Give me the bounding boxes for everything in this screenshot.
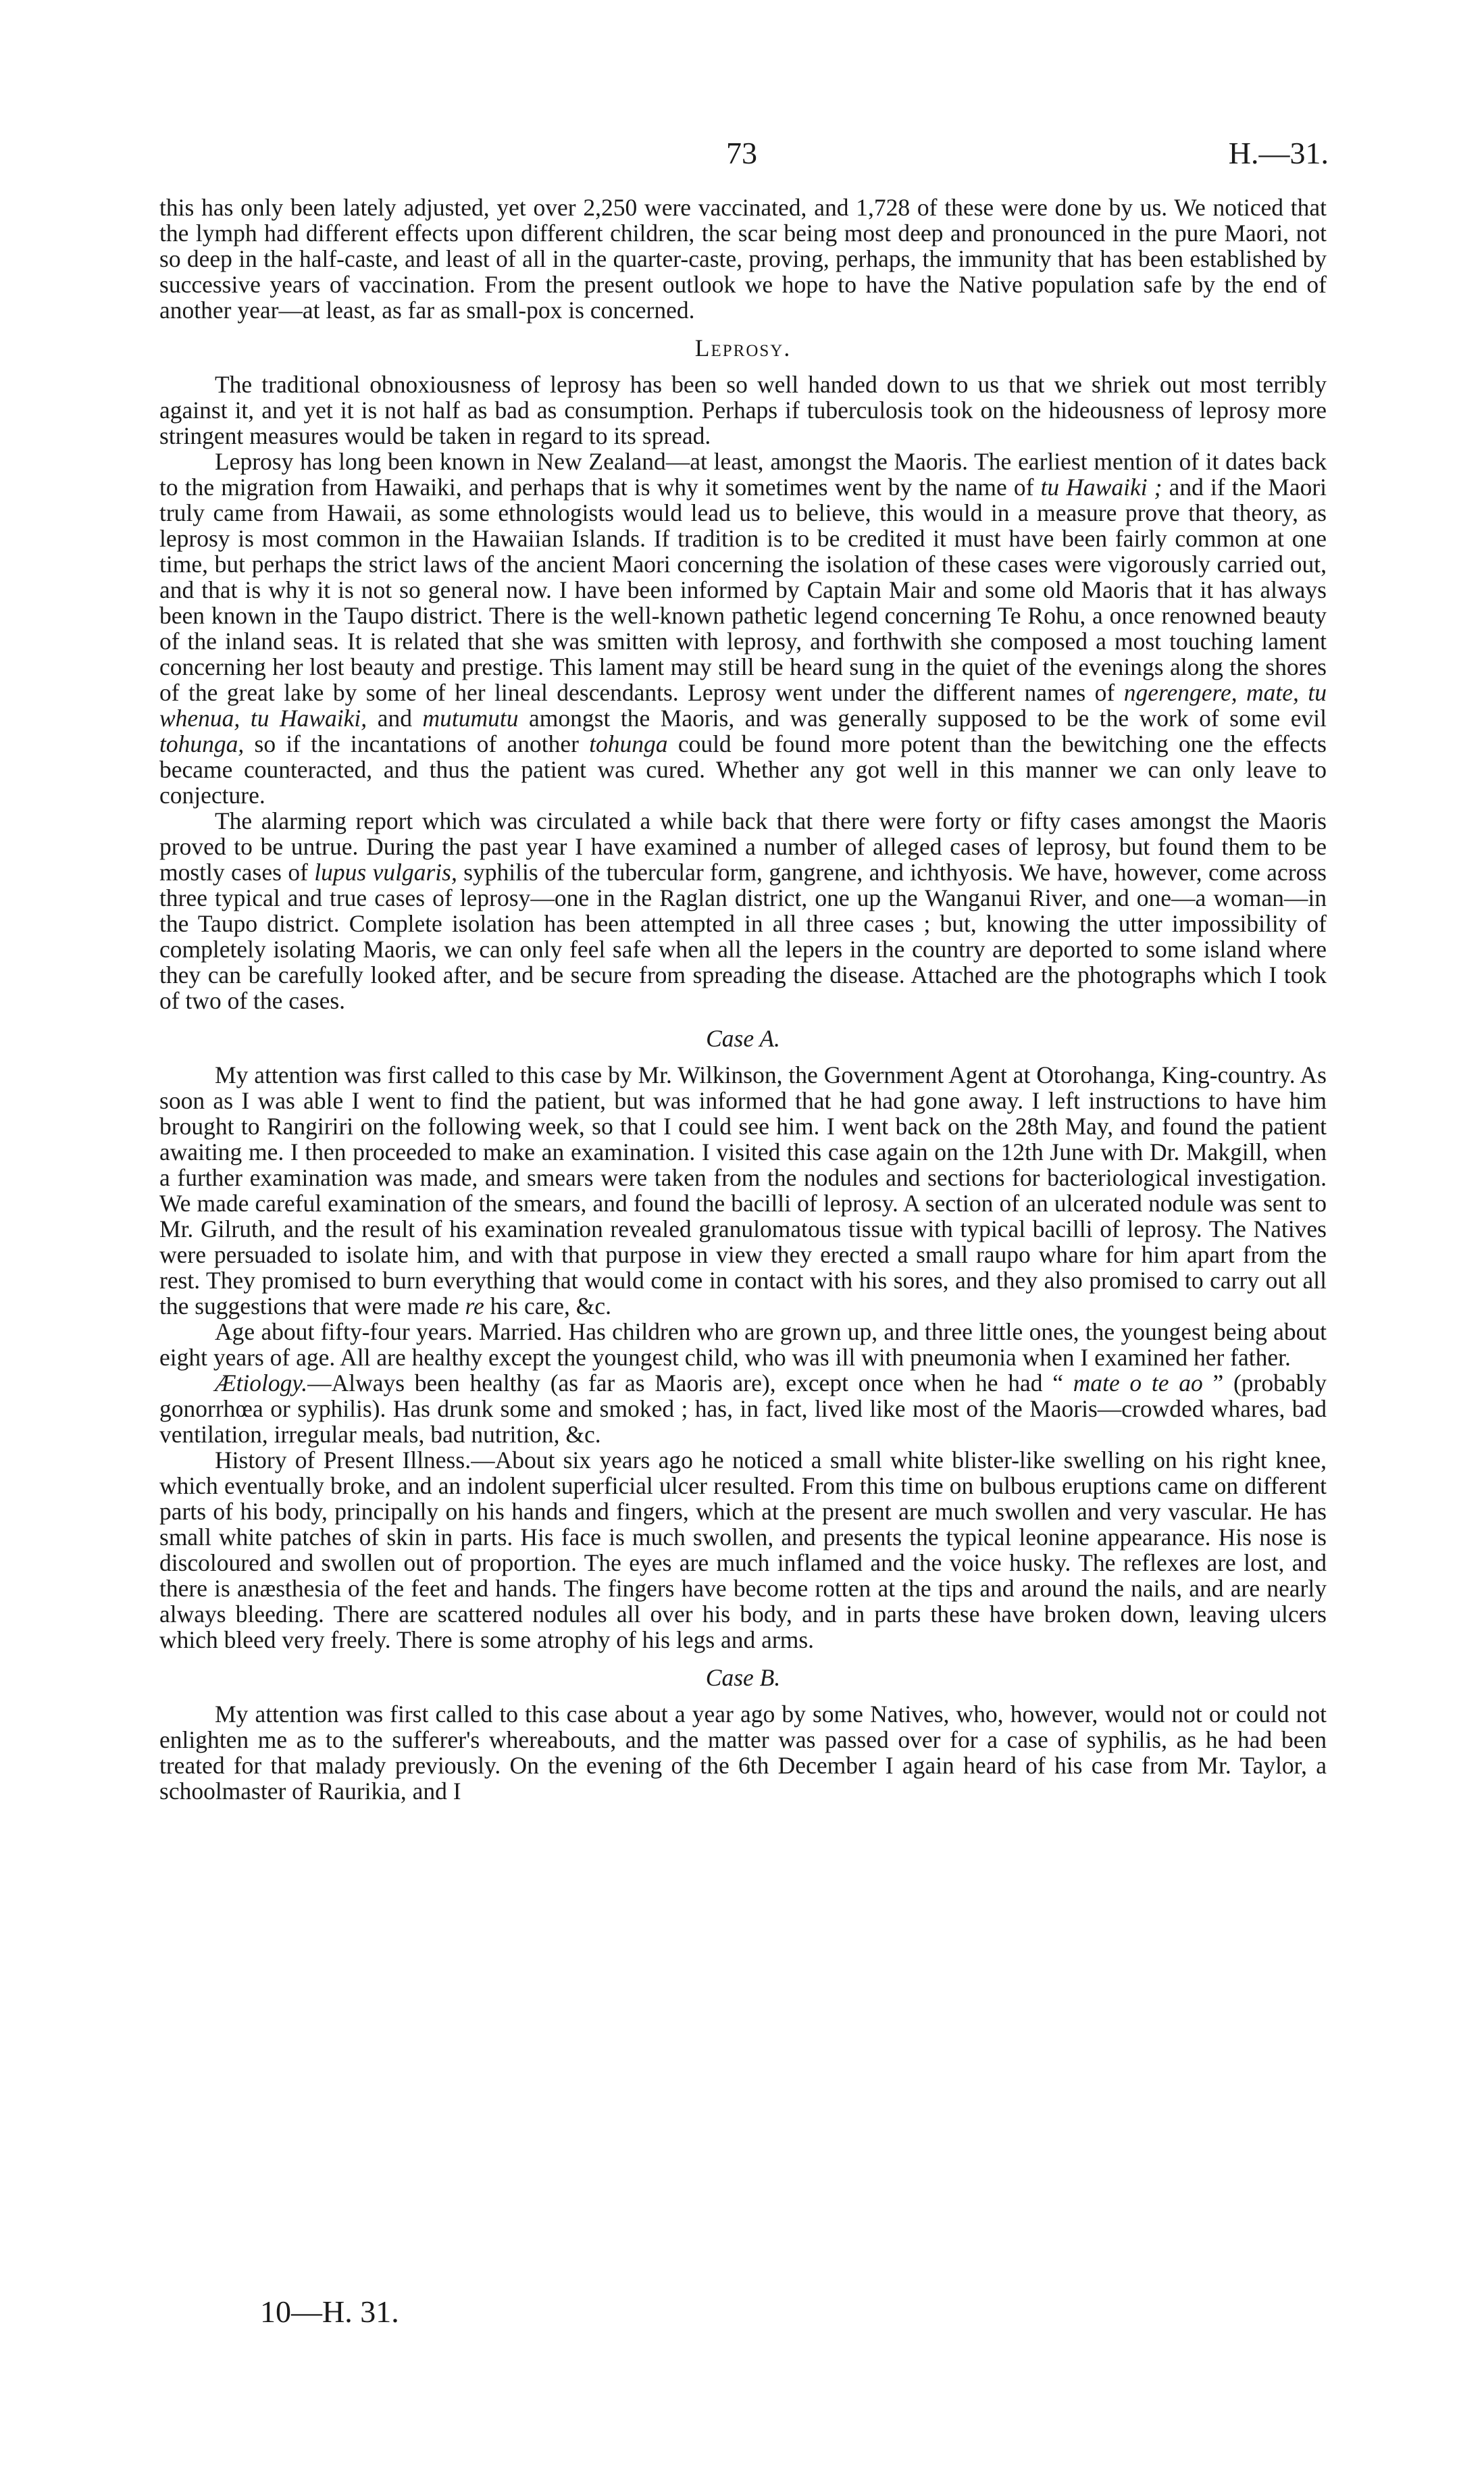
text-run: amongst the Maoris, and was generally supposed to be the work of some evil [518,705,1327,732]
italic-term: lupus vulgaris, [314,859,457,886]
italic-term: Ætiology. [215,1369,308,1396]
paragraph-case-a-intro [159,1062,1327,1319]
paragraph-case-a-aetiology [159,1370,1327,1447]
italic-term: tohunga [589,730,668,757]
text-run: The alarming report which was circulated a while back that there were forty or fifty cases amongst the Maoris proved to be untrue. During the past year I have examined a number of alleged cases of leprosy, but found them to be mostly cases of [159,807,1327,886]
paragraph-case-a-history: History of Present Illness.—About six years ago he noticed a small white blister-like swelling on his right knee, which eventually broke, and an indolent superficial ulcer resulted. From this time on bulbous eruptions came on different parts of his body, principally on his hands and fingers, which at the present are much swollen and very vascular. He has small white patches of skin in parts. His face is much swollen, and presents the typical leonine appearance. His nose is discoloured and swollen out of proportion. The eyes are much inflamed and the voice husky. The reflexes are lost, and there is anæsthesia of the feet and hands. The fingers have become rotten at the tips and around the nails, and are nearly always bleeding. There are scattered nodules all over his body, and in parts these have broken down, leaving ulcers which bleed very freely. There is some atrophy of his legs and arms. [159,1446,1327,1653]
italic-term: mate o te ao [1073,1369,1203,1396]
footer-signature: 10—H. 31. [260,2294,399,2329]
section-heading-case-a: Case A. [706,1025,780,1052]
section-heading-leprosy: Leprosy. [694,334,792,361]
text-run: and if the Maori truly came from Hawaii, as some ethnologists would lead us to believe, this would in a measure prove that theory, as leprosy is most common in the Hawaiian Islands. If tradition is to be credited it must have been fairly common at one time, but perhaps the strict laws of the ancient Maori concerning the isolation of these cases were vigorously carried out, and that is why it is not so general now. I have been informed by Captain Mair and some old Maoris that it has always been known in the Taupo district. There is the well-known pathetic legend concerning Te Rohu, a once renowned beauty of the inland seas. It is related that she was smitten with leprosy, and forthwith she composed a most touching lament concerning her lost beauty and prestige. This lament may still be heard sung in the quiet of the evenings along the shores of the great lake by some of her lineal descendants. Leprosy went under the different names of [159,474,1327,706]
paragraph-leprosy-cases [159,808,1327,1013]
text-run: —Always been healthy (as far as Maoris are), except once when he had “ [307,1369,1073,1396]
page-number: 73 [726,136,757,170]
text-run: could be found more potent than the bewitching one the effects became counteracted, and thus the patient was cured. Whether any got well in this manner we can only leave to conjecture. [159,730,1327,809]
text-run: My attention was first called to this case by Mr. Wilkinson, the Government Agent at Otorohanga, King-country. As soon as I was able I went to find the patient, but was informed that he had gone away. I left instructions to have him brought to Rangiriri on the following week, so that I could see him. I went back on the 28th May, and found the patient awaiting me. I then proceeded to make an examination. I visited this case again on the 12th June with Dr. Makgill, when a further examination was made, and smears were taken from the nodules and sections for bacteriological investigation. We made careful examination of the smears, and found the bacilli of leprosy. A section of an ulcerated nodule was sent to Mr. Gilruth, and the result of his examination revealed granulomatous tissue with typical bacilli of leprosy. The Natives were persuaded to isolate him, and with that purpose in view they erected a small raupo whare for him apart from the rest. They promised to burn everything that would come in contact with his sores, and they also promised to carry out all the suggestions that were made [159,1061,1327,1319]
paragraph-vaccination: this has only been lately adjusted, yet over 2,250 were vaccinated, and 1,728 of these were done by us. We noticed that the lymph had different effects upon different children, the scar being most deep and pronounced in the pure Maori, not so deep in the half-caste, and least of all in the quarter-caste, proving, perhaps, the immunity that has been established by successive years of vaccination. From the present outlook we hope to have the Native population safe by the end of another year—at least, as far as small-pox is concerned. [159,194,1327,324]
italic-term: re [465,1292,484,1319]
text-run: Leprosy has long been known in New Zealand—at least, amongst the Maoris. The earliest mention of it dates back to the migration from Hawaiki, and perhaps that is why it sometimes went by the name of [159,448,1327,501]
italic-term: tu Hawaiki ; [1040,474,1162,501]
text-run: his care, &c. [484,1292,612,1319]
italic-term: mutumutu [422,705,519,732]
paragraph-leprosy-intro: The traditional obnoxiousness of leprosy has been so well handed down to us that we shriek out most terribly against it, and yet it is not half as bad as consumption. Perhaps if tuberculosis took on the hideousness of leprosy more stringent measures would be taken in regard to its spread. [159,371,1327,449]
text-run: syphilis of the tubercular form, gangrene, and ichthyosis. We have, however, come across three typical and true cases of leprosy—one in the Raglan district, one up the Wanganui River, and one—a woman—in the Taupo district. Complete isolation has been attempted in all three cases ; but, knowing the utter impossibility of completely isolating Maoris, we can only feel safe when all the lepers in the country are deported to some island where they can be carefully looked after, and be secure from spreading the disease. Attached are the photographs which I took of two of the cases. [159,859,1327,1014]
body-text [159,195,1327,1804]
text-run: so if the incantations of another [244,730,590,757]
text-run: and [367,705,423,732]
text-run: ” (probably gonorrhœa or syphilis). Has drunk some and smoked ; has, in fact, lived like most of the Maoris—crowded whares, bad ventilation, irregular meals, bad nutrition, &c. [159,1369,1327,1448]
paragraph-case-a-age: Age about fifty-four years. Married. Has children who are grown up, and three little ones, the youngest being about eight years of age. All are healthy except the youngest child, who was ill with pneumonia when I examined her father. [159,1318,1327,1371]
paragraph-case-b-intro: My attention was first called to this case about a year ago by some Natives, who, however, would not or could not enlighten me as to the sufferer's whereabouts, and the matter was passed over for a case of syphilis, as he had been treated for that malady previously. On the evening of the 6th December I again heard of his case from Mr. Taylor, a schoolmaster of Raurikia, and I [159,1701,1327,1805]
document-code: H.—31. [1228,136,1329,170]
section-heading-case-b: Case B. [705,1664,781,1691]
italic-term: tohunga, [159,730,245,757]
italic-term: ngerengere, mate, tu whenua, tu Hawaiki, [159,679,1327,732]
paragraph-leprosy-history [159,449,1327,808]
